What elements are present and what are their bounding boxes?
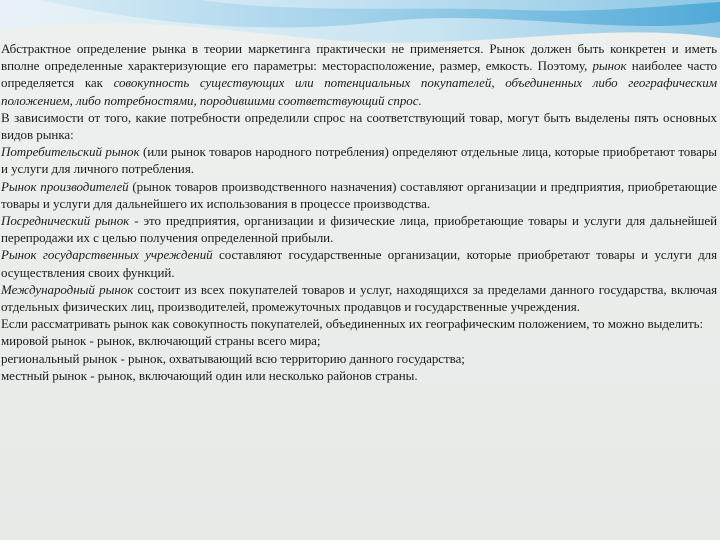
types-intro: В зависимости от того, какие потребности определили спрос на соответствующий товар, могут быть выделены пять основных видов рынка: [1, 109, 717, 143]
world-market-item: мировой рынок - рынок, включающий страны всего мира; [1, 333, 321, 349]
term-international-market: Международный рынок [1, 281, 134, 297]
regional-market-item: региональный рынок - рынок, охватывающий всю территорию данного государства; [1, 350, 465, 366]
intro-paragraph [1, 40, 717, 109]
term-market: рынок [592, 58, 627, 74]
government-market-text: составляют государственные организации, которые приобретают товары и услуги для осуществления своих функций. [1, 247, 717, 280]
term-government-market: Рынок государственных учреждений [1, 247, 213, 263]
local-market-item: местный рынок - рынок, включающий один или несколько районов страны. [1, 367, 418, 383]
consumer-market-item [1, 143, 717, 177]
reseller-market-item [1, 212, 717, 246]
market-definition: совокупность существующих или потенциальных покупателей, объединенных либо географическим положением, либо потребностями, породившими соответствующий спрос. [1, 75, 717, 108]
term-reseller-market: Посреднический рынок [1, 213, 130, 229]
government-market-item [1, 246, 717, 280]
international-market-text: состоит из всех покупателей товаров и услуг, находящихся за пределами данного государства, включая отдельных физических лиц, производителей, промежуточных продавцов и государственные учреждения. [1, 281, 717, 315]
term-consumer-market: Потребительский рынок [1, 144, 140, 160]
consumer-market-text: (или рынок товаров народного потребления) определяют отдельные лица, которые приобретают товары и услуги для личного потребления. [1, 144, 717, 177]
intro-text-2: наиболее часто определяется как [1, 58, 717, 91]
term-producer-market: Рынок производителей [1, 178, 129, 194]
international-market-item [1, 281, 717, 315]
reseller-market-text: - это предприятия, организации и физические лица, приобретающие товары и услуги для дальнейшей перепродажи их с целью получения определенной прибыли. [1, 213, 717, 246]
slide-body-text [1, 40, 717, 384]
producer-market-item [1, 178, 717, 212]
intro-text: Абстрактное определение рынка в теории маркетинга практически не применяется. Рынок должен быть конкретен и иметь вполне определенные характеризующие его параметры: месторасположение, размер, емкость. Поэтому, [1, 41, 717, 74]
producer-market-text: (рынок товаров производственного назначения) составляют организации и предприятия, приобретающие товары и услуги для дальнейшего их использования в процессе производства. [1, 178, 717, 211]
geographic-intro: Если рассматривать рынок как совокупность покупателей, объединенных их географическим положением, то можно выделить: [1, 316, 704, 332]
